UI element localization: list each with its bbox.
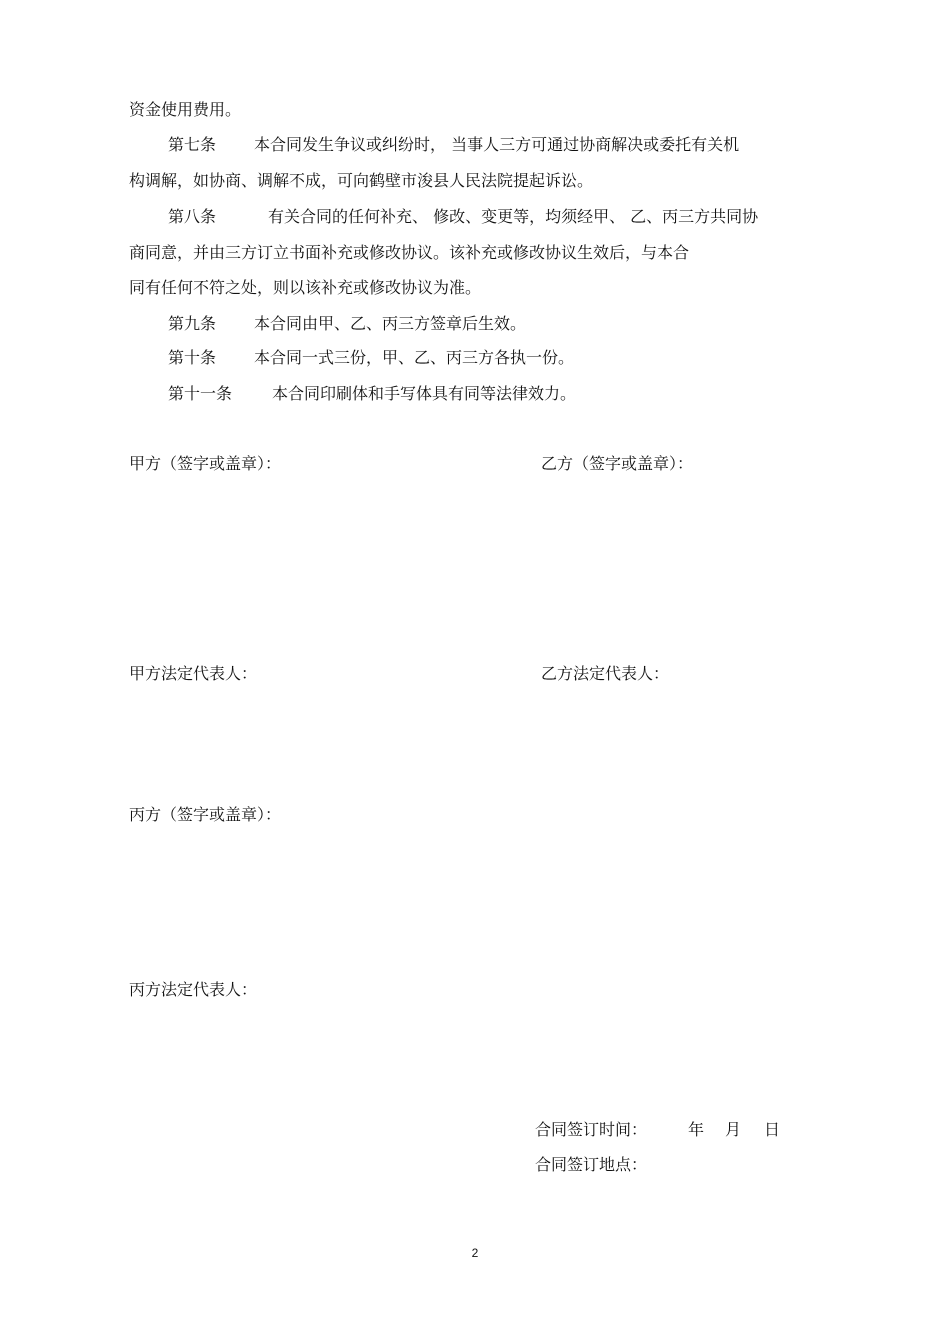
- party-b-signature-label: 乙方（签字或盖章）：: [541, 454, 694, 473]
- party-c-representative-label: 丙方法定代表人：: [129, 980, 258, 999]
- party-b-representative-label: 乙方法定代表人：: [541, 664, 670, 683]
- signing-time-label: 合同签订时间：: [535, 1120, 648, 1139]
- signing-place-label: 合同签订地点：: [535, 1155, 648, 1174]
- signing-month-label: 月: [725, 1120, 742, 1139]
- article-9-text: 本合同由甲、乙、丙三方签章后生效。: [254, 314, 527, 333]
- article-8-continuation: 同有任何不符之处，则以该补充或修改协议为准。: [129, 278, 482, 297]
- signing-year-label: 年: [688, 1120, 705, 1139]
- article-7-label: 第七条: [168, 135, 217, 154]
- article-8-label: 第八条: [168, 207, 217, 226]
- article-11-text: 本合同印刷体和手写体具有同等法律效力。: [272, 384, 577, 403]
- page-number: 2: [471, 1246, 479, 1260]
- signing-day-label: 日: [764, 1120, 781, 1139]
- article-10-label: 第十条: [168, 348, 217, 367]
- party-a-signature-label: 甲方（签字或盖章）：: [129, 454, 282, 473]
- party-c-signature-label: 丙方（签字或盖章）：: [129, 805, 282, 824]
- article-7-continuation: 构调解，如协商、调解不成，可向鹤壁市浚县人民法院提起诉讼。: [129, 171, 594, 190]
- article-11-label: 第十一条: [168, 384, 233, 403]
- article-8-continuation: 商同意，并由三方订立书面补充或修改协议。该补充或修改协议生效后，与本合: [129, 243, 690, 262]
- party-a-representative-label: 甲方法定代表人：: [129, 664, 258, 683]
- article-7-text: 本合同发生争议或纠纷时， 当事人三方可通过协商解决或委托有关机: [254, 135, 740, 154]
- article-10-text: 本合同一式三份，甲、乙、丙三方各执一份。: [254, 348, 575, 367]
- article-9-label: 第九条: [168, 314, 217, 333]
- text-line: 资金使用费用。: [129, 100, 242, 119]
- article-8-text: 有关合同的任何补充、 修改、变更等，均须经甲、 乙、丙三方共同协: [268, 207, 759, 226]
